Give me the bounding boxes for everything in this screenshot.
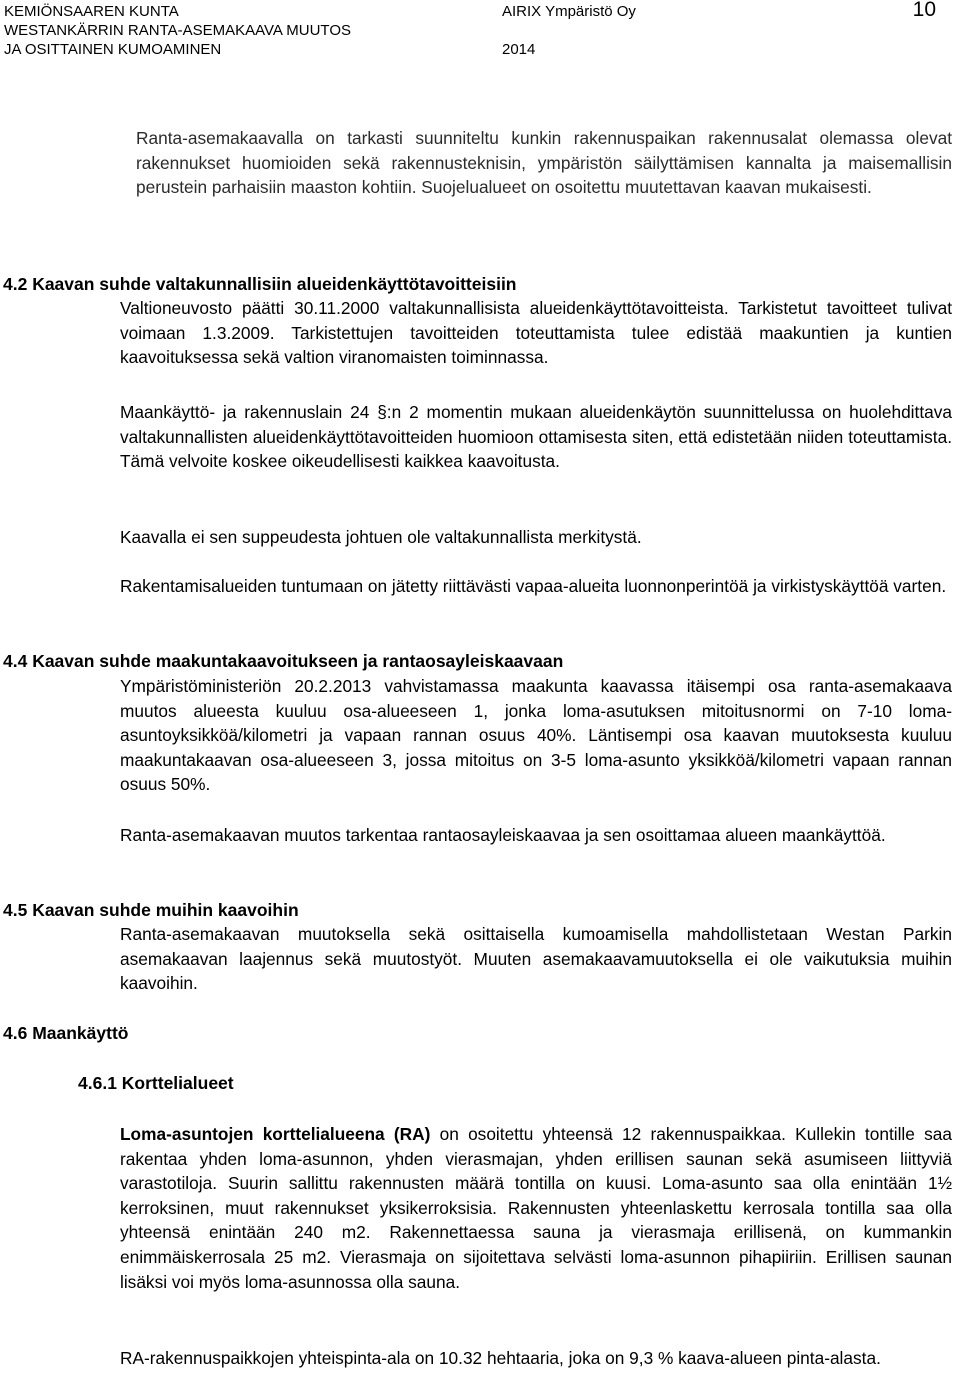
ra-description: on osoitettu yhteensä 12 rakennuspaikkaa. Kullekin tontille saa rakentaa yhden loma-asunnon, yhden vierasmajan, yhden erillisen saunan sekä asumiseen liittyviä varastotiloja. Suurin sallittu rakennusten määrä tontilla on kuusi. Loma-asunto saa olla enintään 1½ kerroksinen, muut rakennukset yksikerroksisia. Rakennusten yhteenlaskettu kerrosala tontilla saa olla yhteensä enintään 240 m2. Rakennettaessa sauna ja vierasmaja erillisenä, on kummankin enimmäiskerrosala 25 m2. Vierasmaja on sijoitettava selvästi loma-asunnon pihapiiriin. Erillisen saunan lisäksi voi myös loma-asunnossa olla sauna.	[120, 1124, 952, 1292]
section-4-5-paragraph-1: Ranta-asemakaavan muutoksella sekä osittaisella kumoamisella mahdollistetaan Westan Parkin asemakaavan laajennus sekä muutostyöt. Muuten asemakaavamuutoksella ei ole vaikutuksia muihin kaavoihin.	[120, 924, 952, 994]
section-4-4-paragraph-1: Ympäristöministeriön 20.2.2013 vahvistamassa maakunta kaavassa itäisempi osa ranta-asemakaava muutos alueesta kuuluu osa-alueeseen 1, jonka loma-asutuksen mitoitusnormi on 7-10 loma-asuntoyksikköä/kilometri ja vapaan rannan osuus 40%. Läntisempi osa kaavan muutoksesta kuuluu maakuntakaavan osa-alueeseen 3, jossa mitoitus on 3-5 loma-asunto yksikköä/kilometri vapaan rannan osuus 50%.	[120, 676, 952, 795]
ra-term: Loma-asuntojen korttelialueena (RA)	[120, 1124, 431, 1144]
header-line-2: WESTANKÄRRIN RANTA-ASEMAKAAVA MUUTOS	[4, 22, 351, 39]
section-4-4-paragraph-2: Ranta-asemakaavan muutos tarkentaa rantaosayleiskaavaa ja sen osoittamaa alueen maankäyttöä.	[120, 825, 886, 845]
header-line-1: KEMIÖNSAAREN KUNTA	[4, 3, 179, 20]
header-company-block	[502, 2, 636, 59]
intro-paragraph: Ranta-asemakaavalla on tarkasti suunniteltu kunkin rakennuspaikan rakennusalat olemassa olevat rakennukset huomioiden sekä rakennusteknisin, ympäristön säilyttämisen kannalta ja maisemallisin perustein parhaisiin maaston kohtiin. Suojelualueet on osoitettu muutettavan kaavan mukaisesti.	[136, 128, 952, 198]
section-4-5-heading: 4.5 Kaavan suhde muihin kaavoihin	[3, 900, 299, 920]
header-company: AIRIX Ympäristö Oy	[502, 3, 636, 20]
section-4-2-paragraph-1: Valtioneuvosto päätti 30.11.2000 valtakunnallisista alueidenkäyttötavoitteista. Tarkistetut tavoitteet tulivat voimaan 1.3.2009. Tarkistettujen tavoitteiden toteuttamista tulee edistää maakuntien ja kuntien kaavoituksessa sekä valtion viranomaisten toiminnassa.	[120, 298, 952, 368]
section-4-4-heading: 4.4 Kaavan suhde maakuntakaavoitukseen ja rantaosayleiskaavaan	[3, 651, 564, 671]
section-4-2-heading: 4.2 Kaavan suhde valtakunnallisiin alueidenkäyttötavoitteisiin	[3, 274, 517, 294]
section-4-6-1-paragraph-2: RA-rakennuspaikkojen yhteispinta-ala on 10.32 hehtaaria, joka on 9,3 % kaava-alueen pinta-alasta.	[120, 1348, 881, 1368]
section-4-2-paragraph-4: Rakentamisalueiden tuntumaan on jätetty riittävästi vapaa-alueita luonnonperintöä ja virkistyskäyttöä varten.	[120, 576, 947, 596]
section-4-6-1-heading: 4.6.1 Korttelialueet	[78, 1073, 234, 1093]
section-4-2-paragraph-3: Kaavalla ei sen suppeudesta johtuen ole valtakunnallista merkitystä.	[120, 527, 642, 547]
header-municipality	[4, 2, 351, 59]
page-number: 10	[912, 0, 936, 21]
section-4-2-paragraph-2: Maankäyttö- ja rakennuslain 24 §:n 2 momentin mukaan alueidenkäytön suunnittelussa on huolehdittava valtakunnallisten alueidenkäyttötavoitteiden huomioon ottamisesta siten, että edistetään niiden toteuttamista. Tämä velvoite koskee oikeudellisesti kaikkea kaavoitusta.	[120, 402, 952, 472]
section-4-6-heading: 4.6 Maankäyttö	[3, 1023, 129, 1043]
header-year: 2014	[502, 41, 536, 58]
header-line-3: JA OSITTAINEN KUMOAMINEN	[4, 41, 222, 58]
header-spacer	[502, 21, 636, 40]
section-4-6-1-paragraph-1	[120, 1122, 952, 1294]
